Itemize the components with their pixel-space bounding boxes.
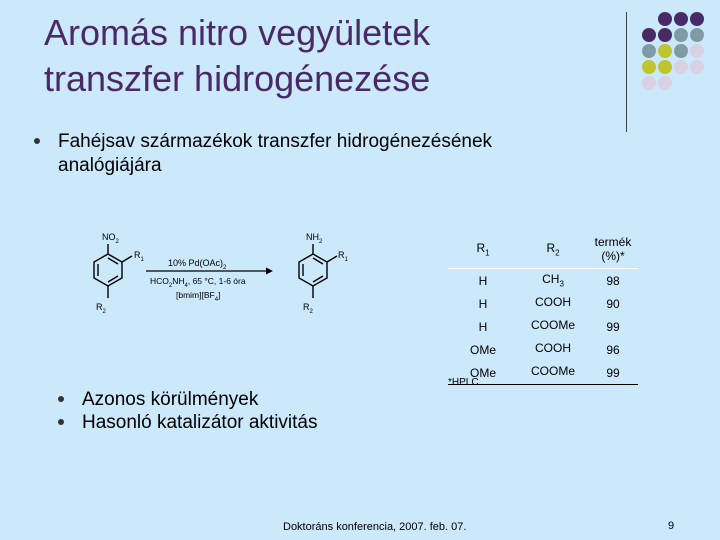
decor-dot <box>674 12 688 26</box>
title-line-2: transzfer hidrogénezése <box>44 58 431 99</box>
bullet-icon <box>58 396 64 402</box>
cell-yield: 98 <box>606 273 620 288</box>
decor-dot-grid <box>642 12 704 90</box>
bullet-icon <box>34 138 40 144</box>
header-r2: $R_2$ <box>546 240 560 258</box>
table-row <box>448 315 638 338</box>
decor-dot <box>690 28 704 42</box>
decor-dot <box>674 28 688 42</box>
cell-yield: 96 <box>606 342 620 357</box>
cell-r1: H <box>478 273 488 288</box>
cell-r1: OMe <box>469 342 496 357</box>
table-footnote: *HPLC <box>448 377 479 388</box>
title-line-1: Aromás nitro vegyületek <box>44 12 431 53</box>
bullet-main-line-2: analógiájára <box>58 155 162 176</box>
product-benzene-ring <box>299 244 337 298</box>
decor-dot <box>690 44 704 58</box>
slide-title <box>44 10 604 102</box>
slide-footer: Doktoráns konferencia, 2007. feb. 07. <box>283 521 467 533</box>
condition-reagent: $HCO_2NH_4$, 65 °C, 1-6 óra <box>150 276 246 289</box>
cell-r2: COOH <box>535 295 571 310</box>
cell-yield: 90 <box>606 296 620 311</box>
cell-r1: H <box>478 319 488 334</box>
page-number: 9 <box>668 520 675 532</box>
cell-yield: 99 <box>606 365 620 380</box>
cell-r2: COOMe <box>530 364 575 379</box>
reactant-top-group: $NO_2$ <box>102 232 119 245</box>
decor-dot <box>690 12 704 26</box>
cell-r2: COOH <box>535 341 571 356</box>
reactant-side-group: $R_1$ <box>134 250 144 263</box>
bullet-bottom-2-text: Hasonló katalizátor aktivitás <box>82 412 318 433</box>
table-row <box>448 292 638 315</box>
decor-dot <box>642 60 656 74</box>
reactant-bottom-group: $R_2$ <box>96 302 106 315</box>
bullet-icon <box>58 419 64 425</box>
decor-dot <box>658 28 672 42</box>
decor-dot <box>674 44 688 58</box>
cell-r2: $CH_3$ <box>542 272 564 289</box>
decor-dot <box>642 76 656 90</box>
decor-dot <box>658 76 672 90</box>
reaction-arrow <box>146 268 273 275</box>
bullet-main <box>34 130 492 178</box>
table-header-row <box>448 230 638 269</box>
product-bottom-group: $R_2$ <box>303 302 313 315</box>
product-top-group: $NH_2$ <box>306 232 323 245</box>
results-table <box>448 230 638 385</box>
bullet-bottom-2 <box>58 411 318 435</box>
decor-dot <box>658 60 672 74</box>
condition-solvent: $[bmim][BF_4]$ <box>176 290 221 303</box>
condition-catalyst: 10% $Pd(OAc)_2$ <box>168 258 227 271</box>
bullet-bottom-1 <box>58 388 258 412</box>
decor-vertical-line <box>626 12 627 132</box>
bullet-main-text <box>58 130 492 178</box>
table-row <box>448 338 638 361</box>
decor-dot <box>690 60 704 74</box>
decor-dot <box>690 76 704 90</box>
header-product-yield: termék (%)* <box>594 235 632 263</box>
decor-dot <box>674 60 688 74</box>
cell-r1: OMe <box>469 365 496 380</box>
cell-r2: COOMe <box>530 318 575 333</box>
decor-dot <box>674 76 688 90</box>
cell-r1: H <box>478 296 488 311</box>
decor-dot <box>642 28 656 42</box>
product-side-group: $R_1$ <box>338 250 348 263</box>
cell-yield: 99 <box>606 319 620 334</box>
table-row <box>448 269 638 293</box>
decor-dot <box>642 44 656 58</box>
decor-dot <box>658 44 672 58</box>
bullet-bottom-1-text: Azonos körülmények <box>82 389 259 410</box>
decor-dot <box>642 12 656 26</box>
bullet-main-line-1: Fahéjsav származékok transzfer hidrogénezésének <box>58 131 493 152</box>
reactant-benzene-ring <box>94 244 132 298</box>
decor-dot <box>658 12 672 26</box>
header-r1: $R_1$ <box>476 240 490 258</box>
reaction-scheme <box>72 224 362 320</box>
